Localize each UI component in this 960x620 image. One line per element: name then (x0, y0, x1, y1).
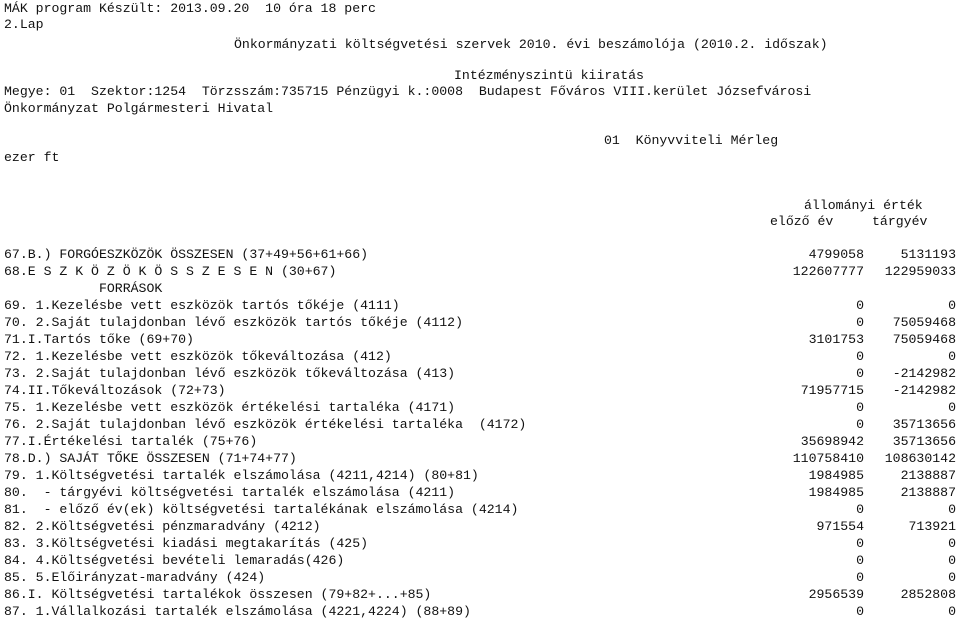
row-prev-year-value: 0 (856, 349, 864, 364)
row-current-year-value: 5131193 (900, 247, 956, 262)
row-label: 76. 2.Saját tulajdonban lévő eszközök értékelési tartaléka (4172) (4, 417, 527, 432)
table-row (0, 280, 960, 297)
row-current-year-value: 75059468 (892, 332, 956, 347)
table-row (0, 450, 960, 467)
row-prev-year-value: 0 (856, 315, 864, 330)
row-current-year-value: 0 (948, 349, 956, 364)
row-current-year-value: 0 (948, 570, 956, 585)
row-label: 79. 1.Költségvetési tartalék elszámolása (4211,4214) (80+81) (4, 468, 479, 483)
column-current-year: tárgyév (872, 214, 928, 229)
row-current-year-value: 0 (948, 604, 956, 619)
row-label: 86.I. Költségvetési tartalékok összesen (79+82+...+85) (4, 587, 432, 602)
row-prev-year-value: 110758410 (792, 451, 864, 466)
row-current-year-value: 108630142 (884, 451, 956, 466)
row-label: 73. 2.Saját tulajdonban lévő eszközök tőkeváltozása (413) (4, 366, 456, 381)
table-row (0, 586, 960, 603)
row-prev-year-value: 0 (856, 417, 864, 432)
row-current-year-value: -2142982 (892, 383, 956, 398)
table-row (0, 263, 960, 280)
table-row (0, 246, 960, 263)
row-prev-year-value: 0 (856, 400, 864, 415)
table-row (0, 484, 960, 501)
row-label: 80. - tárgyévi költségvetési tartalék elszámolása (4211) (4, 485, 456, 500)
row-prev-year-value: 0 (856, 536, 864, 551)
table-row (0, 535, 960, 552)
program-info: MÁK program Készült: 2013.09.20 10 óra 18 perc (4, 1, 376, 16)
row-label: 70. 2.Saját tulajdonban lévő eszközök tartós tőkéje (4112) (4, 315, 463, 330)
column-group-header: állományi érték (804, 198, 923, 213)
table-row (0, 552, 960, 569)
row-label: 67.B.) FORGÓESZKÖZÖK ÖSSZESEN (37+49+56+61+66) (4, 247, 369, 262)
report-title: Önkormányzati költségvetési szervek 2010. évi beszámolója (2010.2. időszak) (234, 37, 828, 52)
organization-name: Önkormányzat Polgármesteri Hivatal (4, 101, 274, 116)
row-prev-year-value: 0 (856, 604, 864, 619)
row-label: 87. 1.Vállalkozási tartalék elszámolása (4221,4224) (88+89) (4, 604, 471, 619)
row-label: 82. 2.Költségvetési pénzmaradvány (4212) (4, 519, 321, 534)
row-label: 83. 3.Költségvetési kiadási megtakarítás (425) (4, 536, 369, 551)
row-current-year-value: 2852808 (900, 587, 956, 602)
row-current-year-value: 0 (948, 400, 956, 415)
table-row (0, 365, 960, 382)
row-prev-year-value: 0 (856, 502, 864, 517)
row-current-year-value: 35713656 (892, 434, 956, 449)
row-current-year-value: -2142982 (892, 366, 956, 381)
table-row (0, 348, 960, 365)
table-row (0, 433, 960, 450)
county-info: Megye: 01 Szektor:1254 Törzsszám:735715 Pénzügyi k.:0008 Budapest Főváros VIII.kerület Józsefvárosi (4, 84, 812, 99)
table-row (0, 382, 960, 399)
row-label: 78.D.) SAJÁT TŐKE ÖSSZESEN (71+74+77) (4, 451, 297, 466)
row-label: 85. 5.Előirányzat-maradvány (424) (4, 570, 266, 585)
table-row (0, 314, 960, 331)
row-prev-year-value: 2956539 (808, 587, 864, 602)
row-label: 68.E S Z K Ö Z Ö K Ö S S Z E S E N (30+67) (4, 264, 337, 279)
row-prev-year-value: 0 (856, 298, 864, 313)
row-prev-year-value: 35698942 (800, 434, 864, 449)
row-prev-year-value: 4799058 (808, 247, 864, 262)
row-current-year-value: 0 (948, 536, 956, 551)
table-row (0, 297, 960, 314)
row-prev-year-value: 0 (856, 366, 864, 381)
row-current-year-value: 122959033 (884, 264, 956, 279)
row-current-year-value: 2138887 (900, 468, 956, 483)
row-label: 74.II.Tőkeváltozások (72+73) (4, 383, 226, 398)
table-row (0, 603, 960, 620)
row-label: 71.I.Tartós tőke (69+70) (4, 332, 194, 347)
table-row (0, 518, 960, 535)
column-prev-year: előző év (770, 214, 834, 229)
row-prev-year-value: 1984985 (808, 485, 864, 500)
row-prev-year-value: 0 (856, 570, 864, 585)
row-label: 84. 4.Költségvetési bevételi lemaradás(426) (4, 553, 345, 568)
row-label: 72. 1.Kezelésbe vett eszközök tőkeváltozása (412) (4, 349, 392, 364)
report-name: 01 Könyvviteli Mérleg (604, 133, 779, 148)
row-current-year-value: 0 (948, 553, 956, 568)
row-prev-year-value: 71957715 (800, 383, 864, 398)
row-label: 81. - előző év(ek) költségvetési tartalékának elszámolása (4214) (4, 502, 519, 517)
report-subtitle: Intézményszintü kiiratás (454, 68, 644, 83)
row-current-year-value: 0 (948, 298, 956, 313)
row-current-year-value: 75059468 (892, 315, 956, 330)
row-current-year-value: 0 (948, 502, 956, 517)
row-current-year-value: 2138887 (900, 485, 956, 500)
row-prev-year-value: 971554 (816, 519, 864, 534)
table-row (0, 467, 960, 484)
row-label: 69. 1.Kezelésbe vett eszközök tartós tőkéje (4111) (4, 298, 400, 313)
page-number: 2.Lap (4, 17, 44, 32)
table-row (0, 416, 960, 433)
table-row (0, 399, 960, 416)
row-current-year-value: 35713656 (892, 417, 956, 432)
row-label: 77.I.Értékelési tartalék (75+76) (4, 434, 258, 449)
row-prev-year-value: 0 (856, 553, 864, 568)
row-prev-year-value: 1984985 (808, 468, 864, 483)
row-prev-year-value: 3101753 (808, 332, 864, 347)
row-label: 75. 1.Kezelésbe vett eszközök értékelési tartaléka (4171) (4, 400, 456, 415)
row-label: FORRÁSOK (4, 281, 163, 296)
table-row (0, 331, 960, 348)
row-prev-year-value: 122607777 (792, 264, 864, 279)
table-row (0, 569, 960, 586)
row-current-year-value: 713921 (908, 519, 956, 534)
currency-unit: ezer ft (4, 150, 60, 165)
table-row (0, 501, 960, 518)
